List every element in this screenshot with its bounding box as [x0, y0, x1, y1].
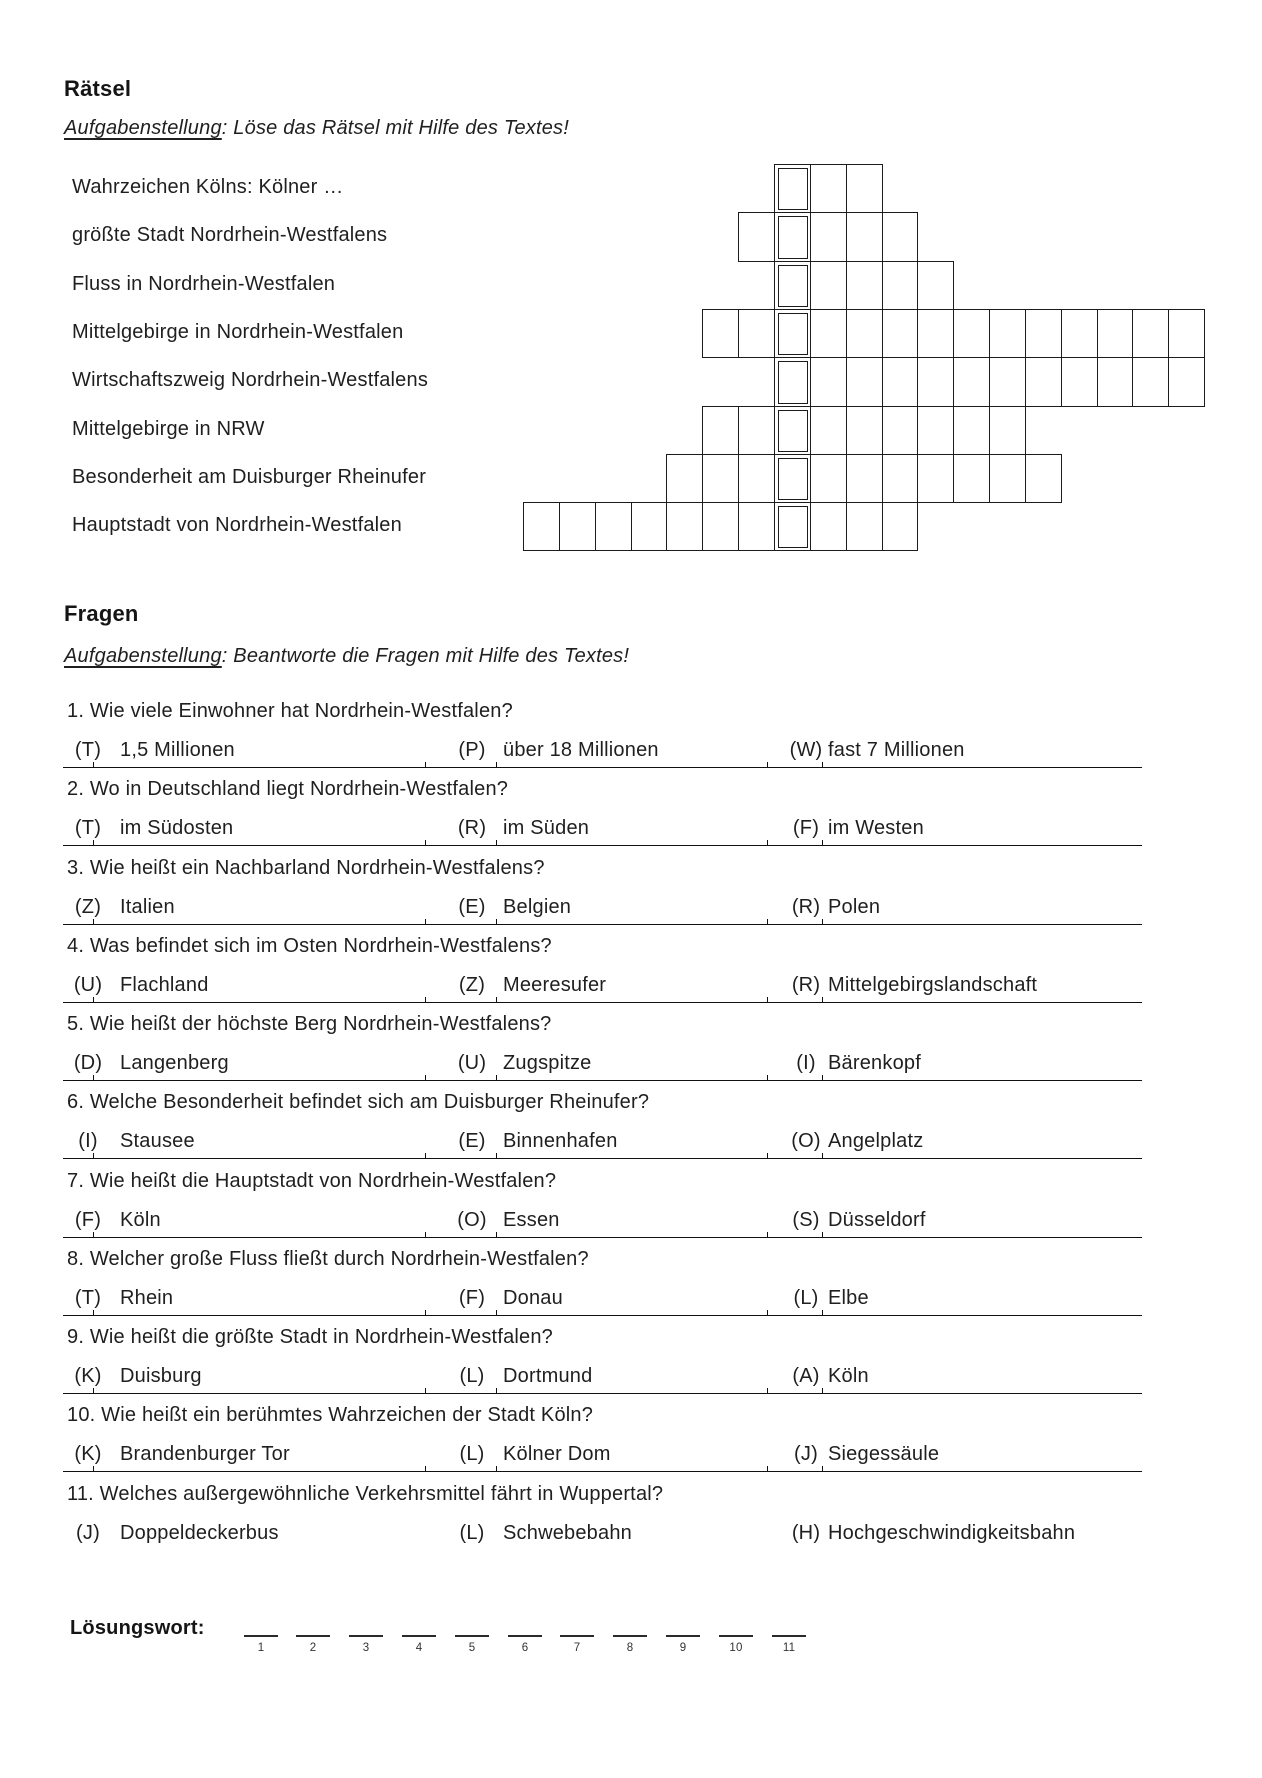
solution-letter-number: 1: [257, 1642, 265, 1654]
option-letter: (R): [791, 974, 821, 996]
divider-tick: [822, 840, 823, 845]
divider-tick: [822, 1310, 823, 1315]
divider-line: [63, 1465, 1142, 1472]
crossword-cell[interactable]: [846, 261, 883, 310]
divider-tick: [425, 1466, 426, 1471]
divider-line: [63, 1152, 1142, 1159]
fragen-instruction-text: Beantworte die Fragen mit Hilfe des Textes!: [227, 645, 630, 667]
crossword-cell[interactable]: [989, 357, 1026, 407]
crossword-cell[interactable]: [1025, 357, 1062, 407]
question-block: [0, 1483, 1262, 1561]
crossword-cell[interactable]: [917, 309, 954, 358]
option-text: Dortmund: [503, 1365, 593, 1387]
crossword-cell-highlighted[interactable]: [774, 406, 811, 455]
divider-tick: [425, 1388, 426, 1393]
crossword-cell-highlighted[interactable]: [774, 454, 811, 503]
divider-tick: [93, 919, 94, 924]
solution-letter-number: 7: [573, 1642, 581, 1654]
crossword-cell[interactable]: [631, 502, 667, 551]
crossword-cell[interactable]: [1061, 309, 1098, 358]
option-text: Duisburg: [120, 1365, 202, 1387]
divider-tick: [767, 840, 768, 845]
crossword-cell[interactable]: [810, 309, 847, 358]
crossword-cell[interactable]: [810, 357, 847, 407]
crossword-cell[interactable]: [666, 502, 703, 551]
divider-tick: [93, 1232, 94, 1237]
option-text: Meeresufer: [503, 974, 607, 996]
solution-letter-blank[interactable]: [296, 1620, 330, 1637]
crossword-cell[interactable]: [738, 309, 775, 358]
option-text: Essen: [503, 1209, 560, 1231]
option-text: Siegessäule: [828, 1443, 940, 1465]
crossword-clue: Besonderheit am Duisburger Rheinufer: [72, 466, 427, 488]
option-letter: (F): [792, 817, 820, 839]
option-text: Kölner Dom: [503, 1443, 611, 1465]
crossword-cell[interactable]: [810, 164, 847, 213]
raetsel-instruction: [64, 117, 569, 140]
solution-letter-number: 5: [468, 1642, 476, 1654]
crossword-cell[interactable]: [846, 309, 883, 358]
question-text: 2. Wo in Deutschland liegt Nordrhein-Westfalen?: [67, 778, 509, 800]
option-text: im Süden: [503, 817, 590, 839]
divider-tick: [496, 1153, 497, 1158]
option-letter: (W): [789, 739, 823, 761]
raetsel-instruction-colon: :: [221, 117, 228, 139]
option-letter: (H): [791, 1522, 821, 1544]
fragen-title: Fragen: [64, 601, 139, 626]
option-letter: (R): [791, 896, 821, 918]
question-block: [0, 857, 1262, 935]
option-text: Schwebebahn: [503, 1522, 632, 1544]
divider-tick: [425, 997, 426, 1002]
option-text: Mittelgebirgslandschaft: [828, 974, 1038, 996]
crossword-cell[interactable]: [523, 502, 560, 551]
option-text: Polen: [828, 896, 881, 918]
option-letter: (S): [792, 1209, 820, 1231]
crossword-cell-highlighted[interactable]: [774, 261, 811, 310]
divider-tick: [496, 1075, 497, 1080]
crossword-cell[interactable]: [810, 502, 847, 551]
crossword-cell[interactable]: [989, 454, 1026, 503]
option-letter: (O): [791, 1130, 821, 1152]
crossword-cell[interactable]: [846, 502, 883, 551]
divider-tick: [425, 919, 426, 924]
divider-tick: [496, 997, 497, 1002]
option-letter: (J): [76, 1522, 100, 1544]
divider-tick: [822, 1075, 823, 1080]
divider-tick: [93, 1310, 94, 1315]
option-text: Köln: [828, 1365, 869, 1387]
crossword-cell[interactable]: [1132, 309, 1169, 358]
crossword-cell[interactable]: [846, 357, 883, 407]
option-letter: (U): [457, 1052, 487, 1074]
divider-tick: [496, 1466, 497, 1471]
crossword-cell[interactable]: [810, 261, 847, 310]
solution-letter-blank[interactable]: [244, 1620, 278, 1637]
divider-tick: [496, 919, 497, 924]
divider-tick: [496, 840, 497, 845]
divider-line: [63, 996, 1142, 1003]
option-letter: (F): [74, 1209, 102, 1231]
question-text: 5. Wie heißt der höchste Berg Nordrhein-Westfalens?: [67, 1013, 552, 1035]
crossword-cell[interactable]: [953, 357, 990, 407]
option-letter: (E): [458, 1130, 486, 1152]
crossword-cell[interactable]: [989, 406, 1026, 455]
crossword-cell[interactable]: [953, 406, 990, 455]
divider-tick: [425, 840, 426, 845]
option-text: im Westen: [828, 817, 924, 839]
crossword-cell[interactable]: [666, 454, 703, 503]
crossword-cell[interactable]: [882, 212, 918, 262]
question-block: [0, 1013, 1262, 1091]
crossword-cell[interactable]: [1061, 357, 1098, 407]
crossword-cell[interactable]: [882, 502, 918, 551]
question-text: 11. Welches außergewöhnliche Verkehrsmittel fährt in Wuppertal?: [67, 1483, 664, 1505]
solution-letter-number: 3: [362, 1642, 370, 1654]
crossword-cell[interactable]: [917, 357, 954, 407]
option-letter: (T): [74, 1287, 102, 1309]
crossword-cell[interactable]: [738, 502, 775, 551]
solution-letter-blank[interactable]: [772, 1620, 806, 1637]
option-text: Flachland: [120, 974, 209, 996]
option-letter: (O): [457, 1209, 487, 1231]
crossword-clue: Fluss in Nordrhein-Westfalen: [72, 273, 336, 295]
crossword-cell-highlighted[interactable]: [774, 309, 811, 358]
solution-letter-blank[interactable]: [666, 1620, 700, 1637]
divider-tick: [425, 1232, 426, 1237]
question-text: 1. Wie viele Einwohner hat Nordrhein-Westfalen?: [67, 700, 513, 722]
option-letter: (K): [74, 1443, 102, 1465]
crossword-cell[interactable]: [1025, 309, 1062, 358]
crossword-cell[interactable]: [882, 454, 918, 503]
option-letter: (J): [794, 1443, 818, 1465]
option-text: Binnenhafen: [503, 1130, 618, 1152]
fragen-instruction-label: Aufgabenstellung: [64, 645, 222, 667]
divider-line: [63, 1074, 1142, 1081]
question-block: [0, 1326, 1262, 1404]
option-text: im Südosten: [120, 817, 234, 839]
solution-letter-number: 11: [782, 1642, 796, 1654]
crossword-clue: Hauptstadt von Nordrhein-Westfalen: [72, 514, 402, 536]
crossword-cell[interactable]: [846, 164, 883, 213]
crossword-clue: Mittelgebirge in NRW: [72, 418, 265, 440]
raetsel-title: Rätsel: [64, 76, 132, 101]
divider-tick: [767, 1310, 768, 1315]
crossword-cell[interactable]: [702, 309, 739, 358]
solution-letter-blank[interactable]: [560, 1620, 594, 1637]
crossword-cell[interactable]: [738, 454, 775, 503]
divider-tick: [496, 1388, 497, 1393]
crossword-clue: Mittelgebirge in Nordrhein-Westfalen: [72, 321, 404, 343]
option-letter: (Z): [74, 896, 102, 918]
option-letter: (Z): [458, 974, 486, 996]
crossword-cell[interactable]: [702, 502, 739, 551]
option-text: Doppeldeckerbus: [120, 1522, 279, 1544]
divider-line: [63, 1387, 1142, 1394]
divider-tick: [767, 919, 768, 924]
divider-line: [63, 761, 1142, 768]
solution-letter-number: 4: [415, 1642, 423, 1654]
divider-tick: [496, 1232, 497, 1237]
option-letter: (F): [458, 1287, 486, 1309]
solution-letter-blank[interactable]: [402, 1620, 436, 1637]
solution-letter-number: 6: [521, 1642, 529, 1654]
divider-tick: [767, 1153, 768, 1158]
divider-line: [63, 1231, 1142, 1238]
question-text: 7. Wie heißt die Hauptstadt von Nordrhein-Westfalen?: [67, 1170, 557, 1192]
crossword-cell[interactable]: [917, 406, 954, 455]
raetsel-instruction-text: Löse das Rätsel mit Hilfe des Textes!: [227, 117, 570, 139]
question-text: 10. Wie heißt ein berühmtes Wahrzeichen der Stadt Köln?: [67, 1404, 594, 1426]
crossword-cell[interactable]: [1168, 357, 1205, 407]
option-text: Stausee: [120, 1130, 195, 1152]
solution-letter-number: 9: [679, 1642, 687, 1654]
crossword-cell[interactable]: [702, 454, 739, 503]
option-text: Italien: [120, 896, 175, 918]
crossword-cell[interactable]: [1025, 454, 1062, 503]
divider-tick: [822, 997, 823, 1002]
option-text: Belgien: [503, 896, 572, 918]
question-block: [0, 1170, 1262, 1248]
solution-letter-blank[interactable]: [349, 1620, 383, 1637]
solution-letter-number: 8: [626, 1642, 634, 1654]
crossword-cell[interactable]: [846, 212, 883, 262]
crossword-cell[interactable]: [1132, 357, 1169, 407]
divider-tick: [93, 997, 94, 1002]
crossword-cell[interactable]: [846, 406, 883, 455]
crossword-cell[interactable]: [953, 309, 990, 358]
solution-word-label: Lösungswort:: [70, 1617, 205, 1639]
divider-line: [63, 918, 1142, 925]
option-letter: (P): [458, 739, 486, 761]
option-letter: (I): [796, 1052, 816, 1074]
divider-tick: [822, 1232, 823, 1237]
option-letter: (D): [73, 1052, 103, 1074]
option-text: Zugspitze: [503, 1052, 592, 1074]
divider-tick: [767, 997, 768, 1002]
crossword-cell[interactable]: [1097, 357, 1133, 407]
crossword-cell[interactable]: [810, 212, 847, 262]
divider-line: [63, 1309, 1142, 1316]
options-row: [63, 1522, 1142, 1548]
option-text: über 18 Millionen: [503, 739, 659, 761]
crossword-cell[interactable]: [953, 454, 990, 503]
question-block: [0, 700, 1262, 778]
divider-tick: [425, 1075, 426, 1080]
divider-tick: [822, 1153, 823, 1158]
option-text: Brandenburger Tor: [120, 1443, 290, 1465]
divider-line: [63, 839, 1142, 846]
option-text: Köln: [120, 1209, 161, 1231]
crossword-cell[interactable]: [917, 454, 954, 503]
crossword-clue: größte Stadt Nordrhein-Westfalens: [72, 224, 388, 246]
question-block: [0, 935, 1262, 1013]
crossword-cell[interactable]: [810, 406, 847, 455]
question-block: [0, 1091, 1262, 1169]
divider-tick: [93, 1075, 94, 1080]
option-letter: (A): [792, 1365, 820, 1387]
crossword-cell[interactable]: [738, 406, 775, 455]
divider-tick: [822, 762, 823, 767]
crossword-cell[interactable]: [917, 261, 954, 310]
crossword-cell[interactable]: [882, 357, 918, 407]
option-text: Angelplatz: [828, 1130, 924, 1152]
divider-tick: [767, 1388, 768, 1393]
crossword-cell[interactable]: [989, 309, 1026, 358]
crossword-cell[interactable]: [595, 502, 632, 551]
crossword-clue: Wahrzeichen Kölns: Kölner …: [72, 176, 344, 198]
question-text: 9. Wie heißt die größte Stadt in Nordrhein-Westfalen?: [67, 1326, 554, 1348]
crossword-cell[interactable]: [882, 309, 918, 358]
crossword-cell[interactable]: [738, 212, 775, 262]
solution-letter-number: 2: [309, 1642, 317, 1654]
option-text: fast 7 Millionen: [828, 739, 965, 761]
divider-tick: [425, 1310, 426, 1315]
divider-tick: [496, 762, 497, 767]
divider-tick: [767, 1075, 768, 1080]
question-text: 6. Welche Besonderheit befindet sich am Duisburger Rheinufer?: [67, 1091, 650, 1113]
fragen-instruction-colon: :: [221, 645, 228, 667]
crossword-cell[interactable]: [1168, 309, 1205, 358]
crossword-cell[interactable]: [882, 261, 918, 310]
divider-tick: [767, 762, 768, 767]
crossword-cell[interactable]: [702, 406, 739, 455]
divider-tick: [93, 840, 94, 845]
option-letter: (T): [74, 739, 102, 761]
option-text: Bärenkopf: [828, 1052, 921, 1074]
option-text: 1,5 Millionen: [120, 739, 235, 761]
divider-tick: [425, 762, 426, 767]
crossword-cell-highlighted[interactable]: [774, 212, 811, 262]
option-letter: (R): [457, 817, 487, 839]
crossword-cell-highlighted[interactable]: [774, 502, 811, 551]
option-text: Donau: [503, 1287, 563, 1309]
question-block: [0, 778, 1262, 856]
divider-tick: [822, 1466, 823, 1471]
raetsel-instruction-label: Aufgabenstellung: [64, 117, 222, 139]
divider-tick: [822, 1388, 823, 1393]
crossword-cell-highlighted[interactable]: [774, 164, 811, 213]
question-text: 3. Wie heißt ein Nachbarland Nordrhein-Westfalens?: [67, 857, 545, 879]
divider-tick: [93, 1466, 94, 1471]
option-text: Rhein: [120, 1287, 174, 1309]
solution-letter-blank[interactable]: [508, 1620, 542, 1637]
solution-letter-number: 10: [729, 1642, 743, 1654]
solution-letter-blank[interactable]: [455, 1620, 489, 1637]
divider-tick: [93, 1153, 94, 1158]
question-text: 4. Was befindet sich im Osten Nordrhein-Westfalens?: [67, 935, 552, 957]
crossword-cell[interactable]: [559, 502, 596, 551]
divider-tick: [425, 1153, 426, 1158]
divider-tick: [93, 762, 94, 767]
question-text: 8. Welcher große Fluss fließt durch Nordrhein-Westfalen?: [67, 1248, 589, 1270]
divider-tick: [767, 1232, 768, 1237]
option-letter: (T): [74, 817, 102, 839]
option-letter: (I): [78, 1130, 98, 1152]
option-text: Elbe: [828, 1287, 869, 1309]
question-block: [0, 1404, 1262, 1482]
question-block: [0, 1248, 1262, 1326]
crossword-cell[interactable]: [810, 454, 847, 503]
divider-tick: [822, 919, 823, 924]
crossword-clue: Wirtschaftszweig Nordrhein-Westfalens: [72, 369, 429, 391]
crossword-cell[interactable]: [1097, 309, 1133, 358]
fragen-instruction: [64, 645, 629, 668]
option-text: Düsseldorf: [828, 1209, 926, 1231]
option-letter: (U): [73, 974, 103, 996]
option-letter: (L): [459, 1443, 485, 1465]
option-text: Langenberg: [120, 1052, 229, 1074]
crossword-cell-highlighted[interactable]: [774, 357, 811, 407]
crossword-cell[interactable]: [882, 406, 918, 455]
option-letter: (L): [793, 1287, 819, 1309]
option-letter: (E): [458, 896, 486, 918]
crossword-cell[interactable]: [846, 454, 883, 503]
divider-tick: [93, 1388, 94, 1393]
divider-tick: [767, 1466, 768, 1471]
solution-letter-blank[interactable]: [613, 1620, 647, 1637]
divider-tick: [496, 1310, 497, 1315]
option-letter: (L): [459, 1522, 485, 1544]
option-letter: (K): [74, 1365, 102, 1387]
option-letter: (L): [459, 1365, 485, 1387]
solution-letter-blank[interactable]: [719, 1620, 753, 1637]
option-text: Hochgeschwindigkeitsbahn: [828, 1522, 1076, 1544]
